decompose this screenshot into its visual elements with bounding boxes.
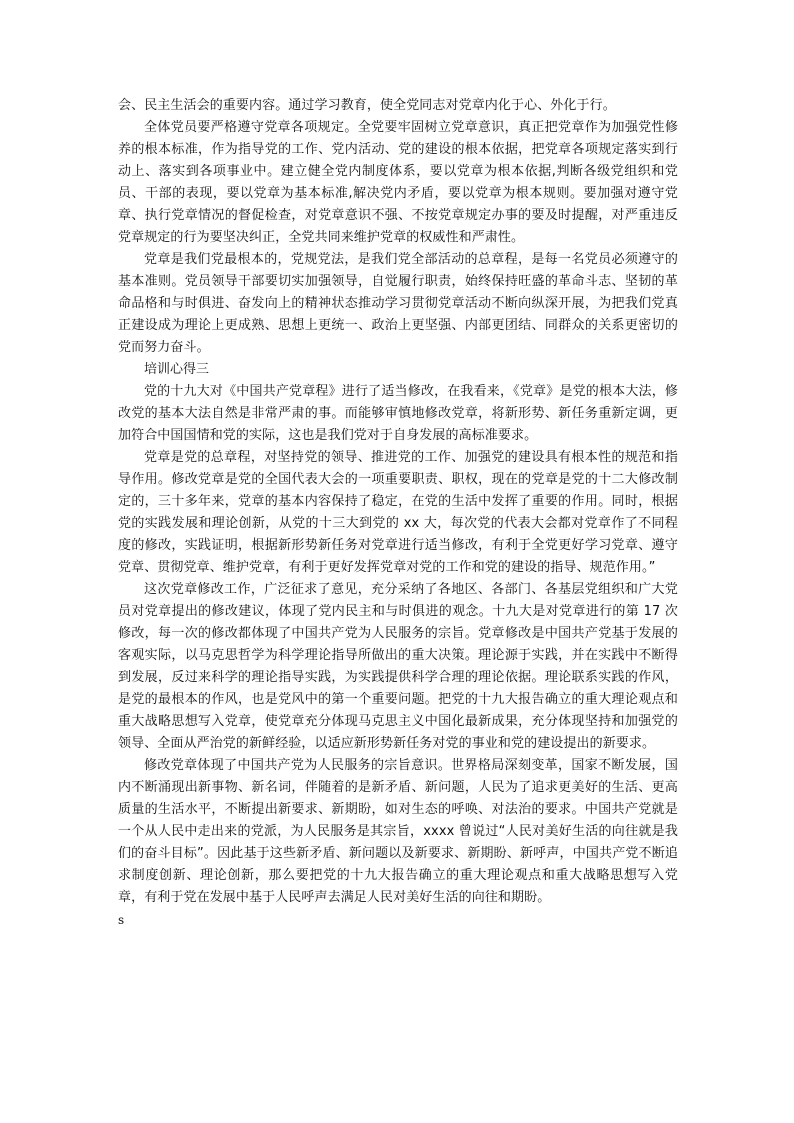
paragraph-nineteenth-congress: 党的十九大对《中国共产党章程》进行了适当修改，在我看来，《党章》是党的根本大法，修改党的基本大法自然是非常严肃的事。而能够审慎地修改党章，将新形势、新任务重新定调，更加符合中国国情和党的实际，这也是我们党对于自身发展的高标准要求。 (118, 384, 678, 443)
paragraph-revision-work: 这次党章修改工作，广泛征求了意见，充分采纳了各地区、各部门、各基层党组织和广大党员对党章提出的修改建议，体现了党内民主和与时俱进的观念。十九大是对党章进行的第 17 次修改，每一次的修改都体现了中国共产党为人民服务的宗旨。党章修改是中国共产党基于发展的客观实际，以马克思哲学为科学理论指导所做出的重大决策。理论源于实践，并在实践中不断得到发展，反过来科学的理论指导实践，为实践提供科学合理的理论依据。理论联系实践的作风，是党的最根本的作风，也是党风中的第一个重要问题。把党的十九大报告确立的重大理论观点和重大战略思想写入党章，使党章充分体现马克思主义中国化最新成果，充分体现坚持和加强党的领导、全面从严治党的新鲜经验，以适应新形势新任务对党的事业和党的建设提出的新要求。 (118, 582, 678, 751)
page-mark: s (118, 913, 125, 927)
paragraph-fundamental-law: 党章是我们党最根本的，党规党法，是我们党全部活动的总章程，是每一名党员必须遵守的基本准则。党员领导干部要切实加强领导，自觉履行职责，始终保持旺盛的革命斗志、坚韧的革命品格和与时俱进、奋发向上的精神状态推动学习贯彻党章活动不断向纵深开展，为把我们党真正建设成为理论上更成熟、思想上更统一、政治上更坚强、内部更团结、同群众的关系更密切的党而努力奋斗。 (118, 252, 678, 355)
document-page (118, 95, 678, 931)
paragraph-serve-the-people: 修改党章体现了中国共产党为人民服务的宗旨意识。世界格局深刻变革，国家不断发展，国内不断涌现出新事物、新名词，伴随着的是新矛盾、新问题，人民为了追求更美好的生活、更高质量的生活水平，不断提出新要求、新期盼，如对生态的呼唤、对法治的要求。中国共产党就是一个从人民中走出来的党派，为人民服务是其宗旨，xxxx 曾说过“人民对美好生活的向往就是我们的奋斗目标”。因此基于这些新矛盾、新问题以及新要求、新期盼、新呼声，中国共产党不断追求制度创新、理论创新，那么要把党的十九大报告确立的重大理论观点和重大战略思想写入党章，有利于党在发展中基于人民呼声去满足人民对美好生活的向往和期盼。 (118, 758, 678, 905)
paragraph-intro-continuation: 会、民主生活会的重要内容。通过学习教育，使全党同志对党章内化于心、外化于行。 (118, 98, 616, 113)
paragraph-general-charter: 党章是党的总章程，对坚持党的领导、推进党的工作、加强党的建设具有根本性的规范和指导作用。修改党章是党的全国代表大会的一项重要职责、职权，现在的党章是党的十二大修改制定的，三十多年来，党章的基本内容保持了稳定，在党的生活中发挥了重要的作用。同时，根据党的实践发展和理论创新，从党的十三大到党的 xx 大，每次党的代表大会都对党章作了不同程度的修改，实践证明，根据新形势新任务对党章进行适当修改，有利于全党更好学习党章、遵守党章、贯彻党章、维护党章，有利于更好发挥党章对党的工作和党的建设的指导、规范作用。” (118, 450, 678, 575)
section-heading-training-notes-3: 培训心得三 (144, 362, 210, 377)
paragraph-party-constitution-rules: 全体党员要严格遵守党章各项规定。全党要牢固树立党章意识，真正把党章作为加强党性修养的根本标准，作为指导党的工作、党内活动、党的建设的根本依据，把党章各项规定落实到行动上、落实到各项事业中。建立健全党内制度体系，要以党章为根本依据,判断各级党组织和党员、干部的表现，要以党章为基本标准,解决党内矛盾，要以党章为根本规则。要加强对遵守党章、执行党章情况的督促检查，对党章意识不强、不按党章规定办事的要及时提醒，对严重违反党章规定的行为要坚决纠正，全党共同来维护党章的权威性和严肃性。 (118, 120, 678, 245)
